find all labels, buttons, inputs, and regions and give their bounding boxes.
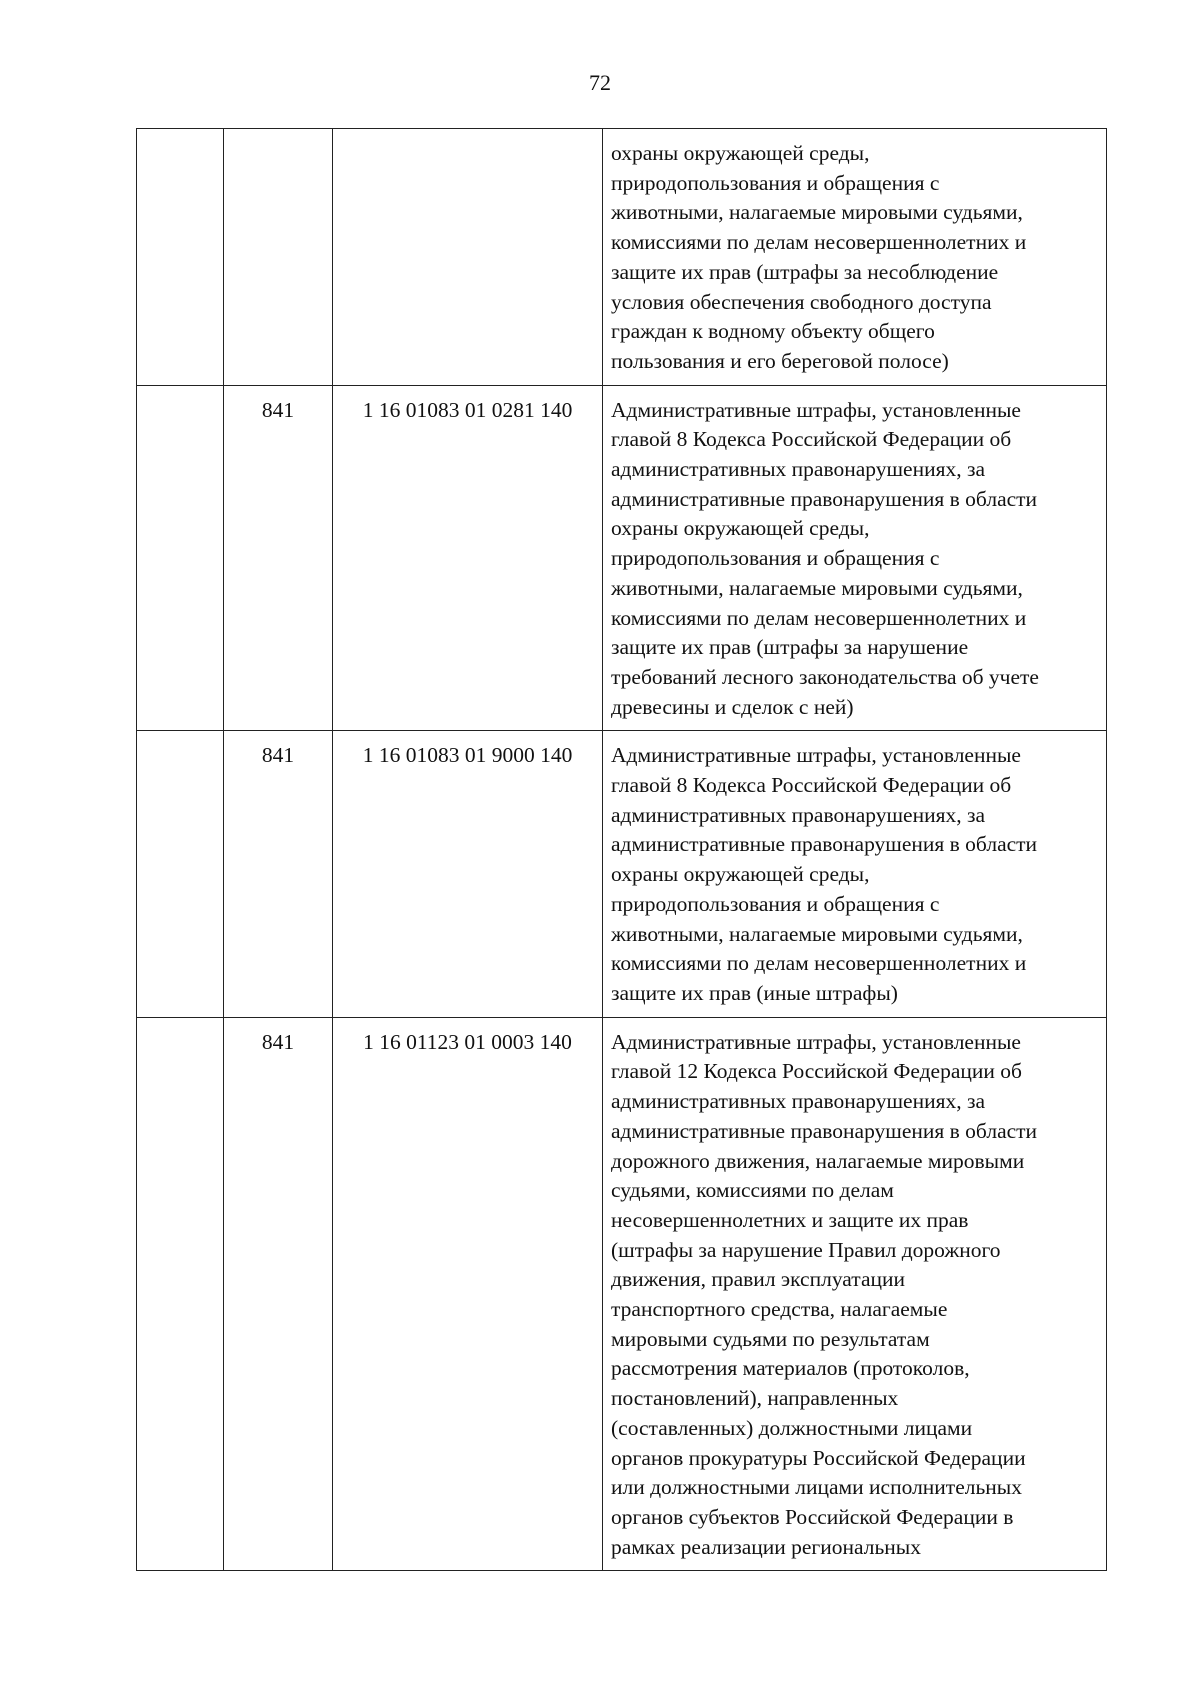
- description-line: требований лесного законодательства об учете: [611, 664, 1039, 689]
- row-number-cell: [137, 385, 224, 731]
- description-line: главой 8 Кодекса Российской Федерации об: [611, 773, 1012, 798]
- description-line: административные правонарушения в области: [611, 1118, 1038, 1143]
- admin-code-cell: 841: [224, 385, 333, 731]
- description-line: административных правонарушениях, за: [611, 802, 986, 827]
- description-line: главой 12 Кодекса Российской Федерации об: [611, 1059, 1022, 1084]
- page-number: 72: [589, 70, 611, 95]
- description-cell: [603, 1017, 1107, 1571]
- description-line: движения, правил эксплуатации: [611, 1267, 906, 1292]
- budget-codes-table: [136, 128, 1107, 1571]
- description-line: граждан к водному объекту общего: [611, 319, 935, 344]
- table-row: [137, 731, 1107, 1017]
- description-line: постановлений), направленных: [611, 1386, 899, 1411]
- description-line: дорожного движения, налагаемые мировыми: [611, 1148, 1025, 1173]
- description-line: условия обеспечения свободного доступа: [611, 289, 992, 314]
- budget-code-cell: [333, 129, 603, 386]
- description-line: административные правонарушения в области: [611, 832, 1038, 857]
- description-line: административных правонарушениях, за: [611, 457, 986, 482]
- budget-code-cell: 1 16 01123 01 0003 140: [333, 1017, 603, 1571]
- description-line: несовершеннолетних и защите их прав: [611, 1207, 969, 1232]
- description-line: природопользования и обращения с: [611, 546, 940, 571]
- description-line: транспортного средства, налагаемые: [611, 1297, 948, 1322]
- budget-code-cell: 1 16 01083 01 0281 140: [333, 385, 603, 731]
- table-row: [137, 1017, 1107, 1571]
- description-line: административных правонарушениях, за: [611, 1089, 986, 1114]
- description-line: главой 8 Кодекса Российской Федерации об: [611, 427, 1012, 452]
- description-line: животными, налагаемые мировыми судьями,: [611, 200, 1023, 225]
- admin-code-cell: 841: [224, 1017, 333, 1571]
- description-line: охраны окружающей среды,: [611, 862, 870, 887]
- description-line: органов субъектов Российской Федерации в: [611, 1504, 1014, 1529]
- description-line: судьями, комиссиями по делам: [611, 1178, 894, 1203]
- description-line: комиссиями по делам несовершеннолетних и: [611, 605, 1027, 630]
- description-line: защите их прав (штрафы за несоблюдение: [611, 259, 999, 284]
- description-line: пользования и его береговой полосе): [611, 348, 949, 373]
- table-row: [137, 385, 1107, 731]
- description-line: административные правонарушения в области: [611, 486, 1038, 511]
- description-cell: [603, 129, 1107, 386]
- table-row: [137, 129, 1107, 386]
- description-line: (составленных) должностными лицами: [611, 1415, 973, 1440]
- description-line: природопользования и обращения с: [611, 891, 940, 916]
- row-number-cell: [137, 129, 224, 386]
- description-line: защите их прав (штрафы за нарушение: [611, 635, 969, 660]
- description-line: мировыми судьями по результатам: [611, 1326, 930, 1351]
- description-line: животными, налагаемые мировыми судьями,: [611, 921, 1023, 946]
- description-line: Административные штрафы, установленные: [611, 743, 1021, 768]
- admin-code-cell: 841: [224, 731, 333, 1017]
- description-line: охраны окружающей среды,: [611, 141, 870, 165]
- description-cell: [603, 385, 1107, 731]
- description-line: охраны окружающей среды,: [611, 516, 870, 541]
- description-line: защите их прав (иные штрафы): [611, 980, 898, 1005]
- description-line: или должностными лицами исполнительных: [611, 1475, 1022, 1500]
- description-line: комиссиями по делам несовершеннолетних и: [611, 230, 1027, 255]
- row-number-cell: [137, 731, 224, 1017]
- description-line: природопользования и обращения с: [611, 170, 940, 195]
- description-line: Административные штрафы, установленные: [611, 1029, 1021, 1054]
- description-line: животными, налагаемые мировыми судьями,: [611, 575, 1023, 600]
- description-line: Административные штрафы, установленные: [611, 397, 1021, 422]
- description-cell: [603, 731, 1107, 1017]
- description-line: древесины и сделок с ней): [611, 694, 854, 719]
- description-line: органов прокуратуры Российской Федерации: [611, 1445, 1026, 1470]
- row-number-cell: [137, 1017, 224, 1571]
- budget-code-cell: 1 16 01083 01 9000 140: [333, 731, 603, 1017]
- description-line: рамках реализации региональных: [611, 1534, 921, 1559]
- description-line: рассмотрения материалов (протоколов,: [611, 1356, 970, 1381]
- admin-code-cell: [224, 129, 333, 386]
- description-line: (штрафы за нарушение Правил дорожного: [611, 1237, 1001, 1262]
- description-line: комиссиями по делам несовершеннолетних и: [611, 951, 1027, 976]
